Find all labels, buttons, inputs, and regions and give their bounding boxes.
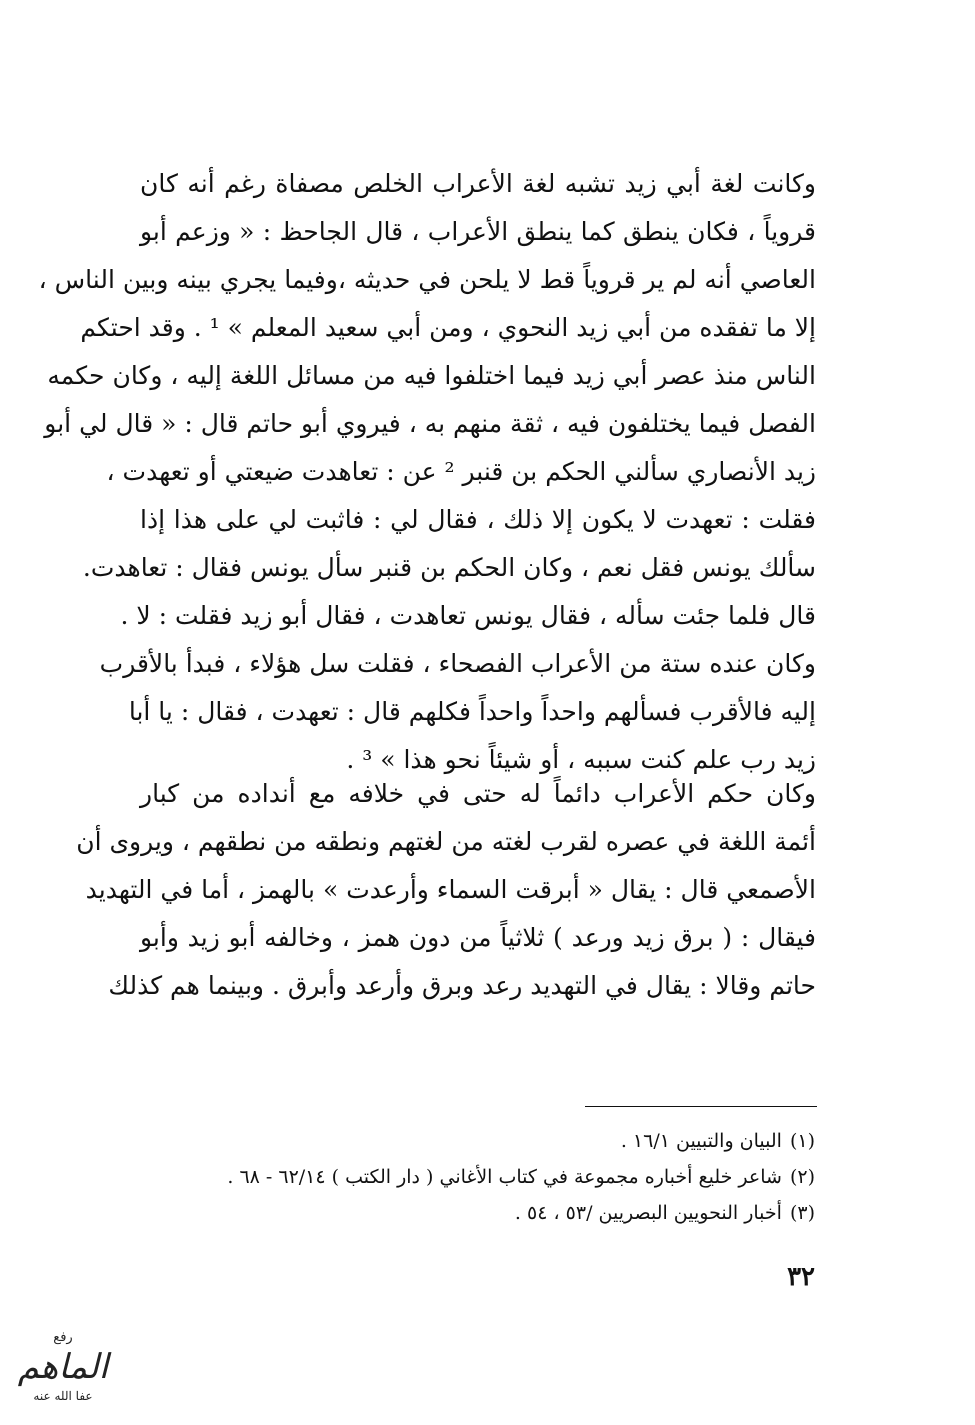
- text-line: العاصي أنه لم ير قروياً قط لا يلحن في حديثه ،وفيما يجري بينه وبين الناس ،: [38, 265, 816, 294]
- paragraph-2: [76, 770, 816, 1010]
- text-line: أئمة اللغة في عصره لقرب لغته من لغتهم ونطقه من نطقهم ، ويروى أن: [76, 827, 816, 856]
- text-line: إليه فالأقرب فسألهم واحداً واحداً فكلهم قال : تعهدت ، فقال : يا أبا: [128, 697, 816, 726]
- watermark-stamp: [8, 1330, 118, 1418]
- footnote-mark: (٣): [789, 1202, 815, 1224]
- stamp-main-text: الماهم: [17, 1347, 109, 1387]
- text-line: وكان عنده ستة من الأعراب الفصحاء ، فقلت سل هؤلاء ، فبدأ بالأقرب: [99, 649, 816, 678]
- text-line: إلا ما تفقده من أبي زيد النحوي ، ومن أبي سعيد المعلم » ¹ . وقد احتكم: [80, 313, 816, 342]
- text-line: سألك يونس فقل نعم ، وكان الحكم بن قنبر سأل يونس فقال : تعاهدت.: [82, 553, 816, 582]
- footnote-3: [150, 1195, 815, 1231]
- text-line: قال فلما جئت سأله ، فقال يونس تعاهدت ، فقال أبو زيد فقلت : لا .: [120, 601, 816, 630]
- text-line: قروياً ، فكان ينطق كما ينطق الأعراب ، قال الجاحظ : « وزعم أبو: [140, 217, 816, 246]
- paragraph-1: [38, 160, 816, 784]
- footnote-text: أخبار النحويين البصريين /٥٣ ، ٥٤ .: [514, 1202, 782, 1224]
- text-line: وكانت لغة أبي زيد تشبه لغة الأعراب الخلص مصفاة رغم أنه كان: [140, 169, 816, 198]
- footnote-mark: (٢): [789, 1166, 815, 1188]
- text-line: فقلت : تعهدت لا يكون إلا ذلك ، فقال لي : فاثبت لي على هذا إذا: [140, 505, 816, 534]
- text-line: الفصل فيما يختلفون فيه ، ثقة منهم به ، فيروي أبو حاتم قال : « قال لي أبو: [44, 409, 816, 438]
- text-line: حاتم وقالا : يقال في التهديد رعد وبرق وأرعد وأبرق . وبينما هم كذلك: [108, 971, 816, 1000]
- text-line: وكان حكم الأعراب دائماً له حتى في خلافه مع أنداده من كبار: [140, 779, 816, 808]
- footnote-mark: (١): [789, 1130, 815, 1152]
- text-line: زيد الأنصاري سألني الحكم بن قنبر ² عن : تعاهدت ضيعتي أو تعهدت ،: [106, 457, 816, 486]
- stamp-bottom-text: عفا الله عنه: [33, 1389, 93, 1403]
- footnote-2: [150, 1159, 815, 1195]
- text-line: الناس منذ عصر أبي زيد فيما اختلفوا فيه من مسائل اللغة إليه ، وكان حكمه: [47, 361, 816, 390]
- footnote-text: شاعر خليع أخباره مجموعة في كتاب الأغاني ( دار الكتب ) ٦٢/١٤ - ٦٨ .: [227, 1166, 782, 1188]
- footnote-1: [150, 1123, 815, 1159]
- footnote-text: البيان والتبيين ١٦/١ .: [620, 1130, 782, 1152]
- text-line: الأصمعي قال : يقال « أبرقت السماء وأرعدت » بالهمز ، أما في التهديد: [85, 875, 816, 904]
- stamp-top-text: رفع: [53, 1330, 73, 1345]
- page-number: ٣٢: [787, 1262, 815, 1292]
- text-line: زيد رب علم كنت سببه ، أو شيئاً نحو هذا » ³ .: [346, 745, 816, 774]
- text-line: فيقال : ( برق زيد ورعد ) ثلاثياً من دون همز ، وخالفه أبو زيد وأبو: [140, 923, 816, 952]
- footnote-divider: [585, 1106, 817, 1107]
- footnotes: [150, 1123, 815, 1231]
